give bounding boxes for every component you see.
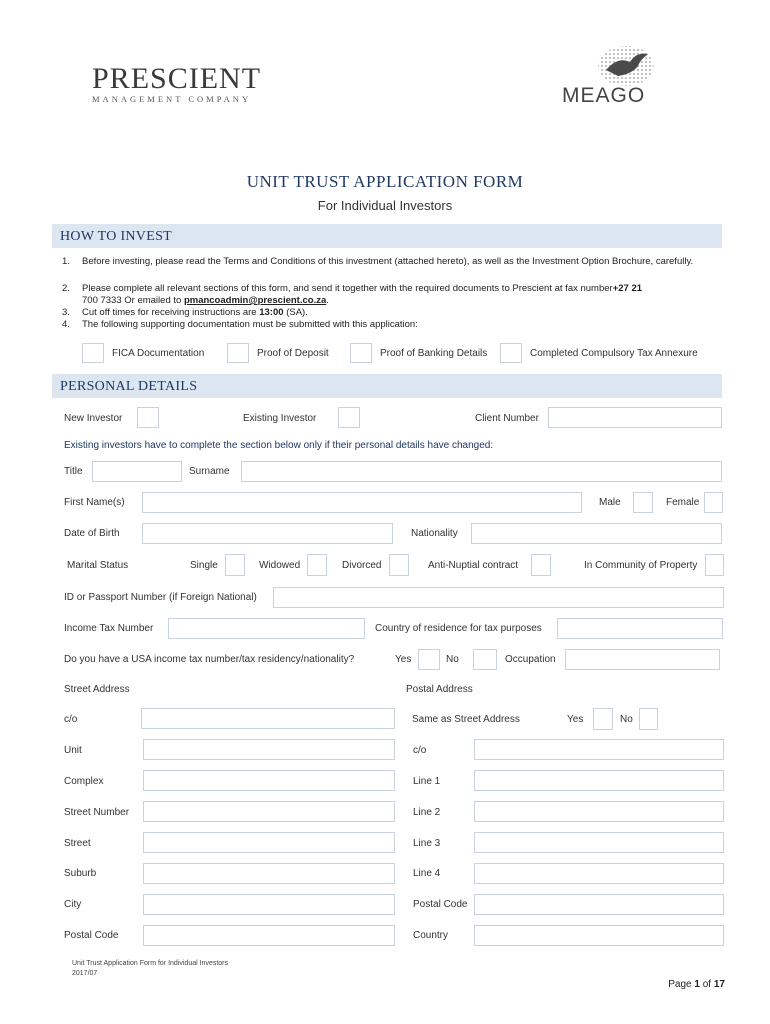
usa-yes-label: Yes: [395, 654, 412, 665]
postal-co-label: c/o: [413, 745, 427, 756]
prescient-logo-sub: MANAGEMENT COMPANY: [92, 94, 252, 104]
id-passport-field[interactable]: [273, 587, 724, 608]
country-tax-label: Country of residence for tax purposes: [375, 623, 542, 634]
step-text-part: Cut off times for receiving instructions are: [82, 307, 257, 318]
street-number-field[interactable]: [143, 801, 395, 822]
usa-no-label: No: [446, 654, 459, 665]
income-tax-label: Income Tax Number: [64, 623, 154, 634]
street-field[interactable]: [143, 832, 395, 853]
id-passport-label: ID or Passport Number (if Foreign National): [64, 592, 257, 603]
page-number: 1: [694, 979, 700, 990]
same-yes-label: Yes: [567, 714, 584, 725]
income-tax-field[interactable]: [168, 618, 365, 639]
page-indicator: [668, 979, 725, 990]
unit-field[interactable]: [143, 739, 395, 760]
proof-banking-label: Proof of Banking Details: [380, 348, 488, 359]
new-investor-label: New Investor: [64, 413, 123, 424]
usa-tax-question: Do you have a USA income tax number/tax residency/nationality?: [64, 654, 355, 665]
step-number: 2.: [62, 283, 70, 294]
occupation-field[interactable]: [565, 649, 720, 670]
marital-status-label: Marital Status: [67, 560, 129, 571]
title-label: Title: [64, 466, 83, 477]
single-checkbox[interactable]: [225, 554, 245, 576]
new-investor-checkbox[interactable]: [137, 407, 159, 428]
suburb-field[interactable]: [143, 863, 395, 884]
street-number-label: Street Number: [64, 807, 130, 818]
prescient-logo: [92, 62, 261, 104]
nationality-label: Nationality: [411, 528, 458, 539]
suburb-label: Suburb: [64, 868, 97, 879]
surname-label: Surname: [189, 466, 230, 477]
widowed-label: Widowed: [259, 560, 301, 571]
how-to-invest-steps: [62, 256, 722, 336]
tax-annexure-label: Completed Compulsory Tax Annexure: [530, 348, 698, 359]
step-text: [82, 307, 732, 319]
proof-banking-checkbox[interactable]: [350, 343, 372, 363]
single-label: Single: [190, 560, 218, 571]
city-label: City: [64, 899, 82, 910]
step-text-part: 700 7333 Or emailed to: [82, 295, 182, 306]
postal-co-field[interactable]: [474, 739, 724, 760]
divorced-label: Divorced: [342, 560, 382, 571]
how-to-invest-heading: HOW TO INVEST: [60, 229, 173, 244]
line4-label: Line 4: [413, 868, 441, 879]
street-address-label: Street Address: [64, 684, 130, 695]
community-property-label: In Community of Property: [584, 560, 698, 571]
female-label: Female: [666, 497, 700, 508]
occupation-label: Occupation: [505, 654, 556, 665]
street-postal-code-label: Postal Code: [64, 930, 119, 941]
male-label: Male: [599, 497, 621, 508]
postal-postal-code-field[interactable]: [474, 894, 724, 915]
complex-field[interactable]: [143, 770, 395, 791]
postal-address-label: Postal Address: [406, 684, 473, 695]
client-number-label: Client Number: [475, 413, 539, 424]
step-number: 4.: [62, 319, 70, 330]
widowed-checkbox[interactable]: [307, 554, 327, 576]
country-label: Country: [413, 930, 449, 941]
meago-logo: [560, 44, 696, 108]
nationality-field[interactable]: [471, 523, 722, 544]
email-link[interactable]: pmancoadmin@prescient.co.za: [183, 295, 327, 306]
tax-annexure-checkbox[interactable]: [500, 343, 522, 363]
street-label: Street: [64, 838, 91, 849]
page-total: 17: [713, 979, 725, 990]
step-text-part: (SA).: [286, 307, 308, 318]
first-names-field[interactable]: [142, 492, 582, 513]
line2-label: Line 2: [413, 807, 441, 818]
fica-label: FICA Documentation: [112, 348, 205, 359]
male-checkbox[interactable]: [633, 492, 653, 513]
meago-logo-name: MEAGO: [562, 84, 646, 107]
step-text: Before investing, please read the Terms and Conditions of this investment (attached hereto), as well as the Investment Option Brochure, carefully.: [82, 256, 694, 267]
proof-deposit-label: Proof of Deposit: [257, 348, 329, 359]
line4-field[interactable]: [474, 863, 724, 884]
same-yes-checkbox[interactable]: [593, 708, 613, 730]
street-co-label: c/o: [64, 714, 78, 725]
complex-label: Complex: [64, 776, 104, 787]
page-word: Page: [668, 979, 692, 990]
client-number-field[interactable]: [548, 407, 722, 428]
footer-version: 2017/07: [72, 970, 98, 977]
title-field[interactable]: [92, 461, 182, 482]
antenuptial-checkbox[interactable]: [531, 554, 551, 576]
line1-field[interactable]: [474, 770, 724, 791]
female-checkbox[interactable]: [704, 492, 723, 513]
line3-field[interactable]: [474, 832, 724, 853]
form-subtitle: For Individual Investors: [317, 198, 453, 213]
proof-deposit-checkbox[interactable]: [227, 343, 249, 363]
of-word: of: [702, 979, 712, 990]
country-tax-field[interactable]: [557, 618, 723, 639]
step-number: 3.: [62, 307, 70, 318]
street-co-field[interactable]: [141, 708, 395, 729]
footer-form-name: Unit Trust Application Form for Individual Investors: [72, 960, 229, 967]
dob-field[interactable]: [142, 523, 393, 544]
postal-postal-code-label: Postal Code: [413, 899, 468, 910]
divorced-checkbox[interactable]: [389, 554, 409, 576]
existing-investor-note: Existing investors have to complete the section below only if their personal details have changed:: [64, 440, 494, 451]
community-property-checkbox[interactable]: [705, 554, 724, 576]
line2-field[interactable]: [474, 801, 724, 822]
cutoff-time: 13:00: [259, 307, 284, 318]
personal-details-heading: PERSONAL DETAILS: [60, 379, 198, 394]
meago-bird-icon: [596, 44, 656, 88]
usa-yes-checkbox[interactable]: [418, 649, 440, 670]
personal-details-header: [52, 374, 722, 398]
country-field[interactable]: [474, 925, 724, 946]
prescient-logo-name: PRESCIENT: [92, 62, 262, 95]
street-postal-code-field[interactable]: [143, 925, 395, 946]
dob-label: Date of Birth: [64, 528, 120, 539]
step-number: 1.: [62, 256, 70, 267]
usa-no-checkbox[interactable]: [473, 649, 497, 670]
first-names-label: First Name(s): [64, 497, 125, 508]
step-text-part: .: [326, 295, 329, 306]
step-text: The following supporting documentation must be submitted with this application:: [82, 319, 418, 330]
surname-field[interactable]: [241, 461, 722, 482]
form-title: UNIT TRUST APPLICATION FORM: [246, 172, 524, 191]
unit-label: Unit: [64, 745, 82, 756]
fica-checkbox[interactable]: [82, 343, 104, 363]
how-to-invest-header: [52, 224, 722, 248]
fax-number: +27 21: [612, 283, 643, 294]
line3-label: Line 3: [413, 838, 441, 849]
same-as-street-label: Same as Street Address: [412, 714, 520, 725]
same-no-label: No: [620, 714, 633, 725]
same-no-checkbox[interactable]: [639, 708, 658, 730]
city-field[interactable]: [143, 894, 395, 915]
step-text: [82, 283, 732, 307]
antenuptial-label: Anti-Nuptial contract: [428, 560, 519, 571]
existing-investor-label: Existing Investor: [243, 413, 317, 424]
line1-label: Line 1: [413, 776, 441, 787]
existing-investor-checkbox[interactable]: [338, 407, 360, 428]
step-text-part: Please complete all relevant sections of this form, and send it together with the required documents to Prescient at fax number: [82, 283, 613, 294]
